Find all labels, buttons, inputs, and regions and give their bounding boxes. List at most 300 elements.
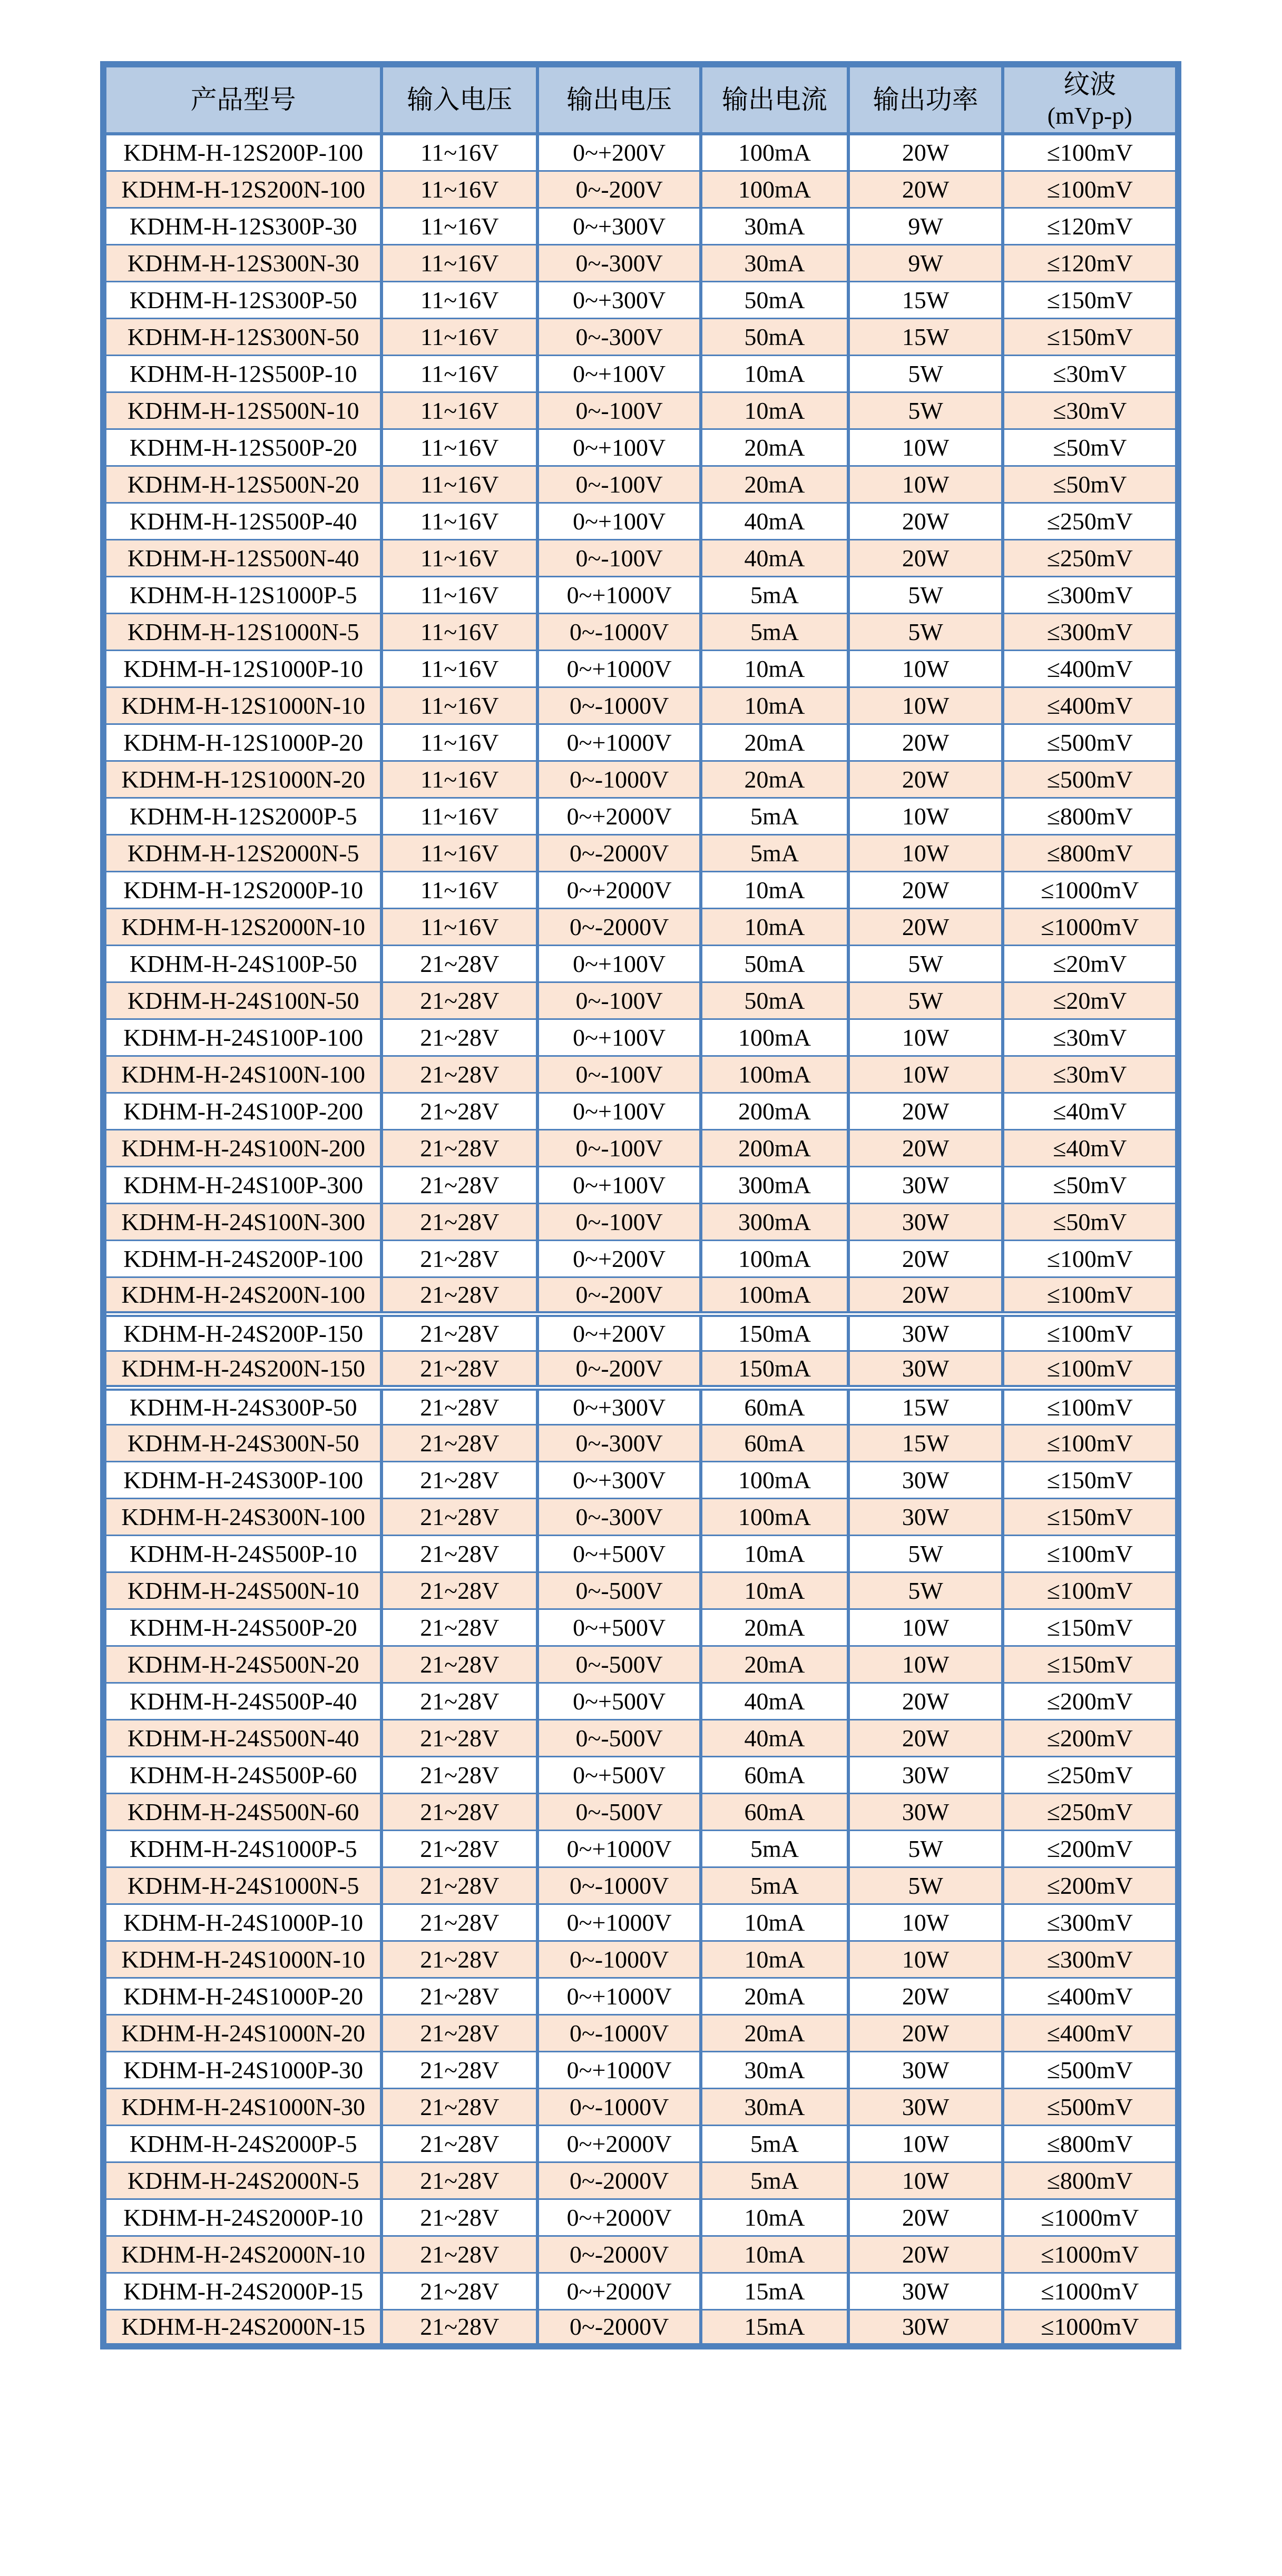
cell-input-voltage: 21~28V xyxy=(381,2125,537,2162)
cell-output-voltage: 0~-1000V xyxy=(537,613,701,650)
cell-output-power: 20W xyxy=(848,908,1003,945)
cell-output-power: 5W xyxy=(848,392,1003,429)
cell-ripple: ≤150mV xyxy=(1003,1609,1178,1646)
cell-output-current: 5mA xyxy=(701,798,848,834)
cell-input-voltage: 11~16V xyxy=(381,134,537,171)
cell-input-voltage: 21~28V xyxy=(381,1535,537,1572)
cell-output-power: 30W xyxy=(848,2273,1003,2309)
cell-output-voltage: 0~-100V xyxy=(537,466,701,503)
cell-model: KDHM-H-24S100N-200 xyxy=(103,1129,381,1166)
cell-ripple: ≤800mV xyxy=(1003,798,1178,834)
cell-output-current: 10mA xyxy=(701,2236,848,2273)
cell-model: KDHM-H-24S500P-40 xyxy=(103,1683,381,1719)
cell-model: KDHM-H-12S1000N-5 xyxy=(103,613,381,650)
cell-output-voltage: 0~-1000V xyxy=(537,761,701,798)
cell-output-power: 20W xyxy=(848,134,1003,171)
col-header-input-voltage: 输入电压 xyxy=(381,64,537,134)
cell-input-voltage: 11~16V xyxy=(381,724,537,761)
cell-input-voltage: 11~16V xyxy=(381,908,537,945)
cell-output-voltage: 0~+300V xyxy=(537,1461,701,1498)
table-row xyxy=(103,171,1178,208)
cell-ripple: ≤100mV xyxy=(1003,1277,1178,1314)
table-row xyxy=(103,1277,1178,1314)
cell-model: KDHM-H-12S500P-20 xyxy=(103,429,381,466)
cell-model: KDHM-H-24S100N-50 xyxy=(103,982,381,1019)
col-header-model: 产品型号 xyxy=(103,64,381,134)
table-row xyxy=(103,392,1178,429)
cell-input-voltage: 11~16V xyxy=(381,392,537,429)
table-row xyxy=(103,1793,1178,1830)
cell-input-voltage: 21~28V xyxy=(381,1129,537,1166)
cell-input-voltage: 21~28V xyxy=(381,1056,537,1093)
cell-output-power: 30W xyxy=(848,1166,1003,1203)
cell-model: KDHM-H-12S1000P-10 xyxy=(103,650,381,687)
cell-output-voltage: 0~+2000V xyxy=(537,2199,701,2236)
col-header-output-voltage: 输出电压 xyxy=(537,64,701,134)
cell-output-power: 30W xyxy=(848,1351,1003,1388)
cell-output-power: 20W xyxy=(848,1683,1003,1719)
cell-output-current: 20mA xyxy=(701,2014,848,2051)
col-header-ripple-unit: (mVp-p) xyxy=(1047,102,1132,129)
cell-ripple: ≤100mV xyxy=(1003,1240,1178,1277)
table-row xyxy=(103,1019,1178,1056)
cell-output-current: 30mA xyxy=(701,2051,848,2088)
cell-ripple: ≤100mV xyxy=(1003,1572,1178,1609)
cell-ripple: ≤150mV xyxy=(1003,1461,1178,1498)
cell-model: KDHM-H-24S2000P-10 xyxy=(103,2199,381,2236)
cell-output-power: 30W xyxy=(848,1461,1003,1498)
cell-output-voltage: 0~-2000V xyxy=(537,834,701,871)
cell-output-voltage: 0~+2000V xyxy=(537,2273,701,2309)
table-row xyxy=(103,1904,1178,1941)
table-row xyxy=(103,834,1178,871)
cell-output-current: 300mA xyxy=(701,1166,848,1203)
cell-input-voltage: 21~28V xyxy=(381,1093,537,1129)
cell-output-current: 50mA xyxy=(701,281,848,318)
cell-output-power: 9W xyxy=(848,208,1003,244)
cell-model: KDHM-H-24S100P-100 xyxy=(103,1019,381,1056)
cell-model: KDHM-H-24S100N-100 xyxy=(103,1056,381,1093)
cell-output-voltage: 0~+1000V xyxy=(537,1830,701,1867)
cell-input-voltage: 21~28V xyxy=(381,1240,537,1277)
cell-model: KDHM-H-24S500N-60 xyxy=(103,1793,381,1830)
table-row xyxy=(103,2309,1178,2346)
cell-model: KDHM-H-24S300P-100 xyxy=(103,1461,381,1498)
cell-input-voltage: 21~28V xyxy=(381,2051,537,2088)
cell-model: KDHM-H-24S200N-100 xyxy=(103,1277,381,1314)
table-row xyxy=(103,134,1178,171)
table-row xyxy=(103,2199,1178,2236)
cell-model: KDHM-H-12S1000P-5 xyxy=(103,576,381,613)
cell-ripple: ≤300mV xyxy=(1003,613,1178,650)
cell-output-current: 5mA xyxy=(701,2125,848,2162)
cell-output-power: 20W xyxy=(848,871,1003,908)
cell-output-voltage: 0~-100V xyxy=(537,1056,701,1093)
cell-output-voltage: 0~+100V xyxy=(537,1019,701,1056)
table-row xyxy=(103,355,1178,392)
table-row xyxy=(103,2051,1178,2088)
cell-input-voltage: 21~28V xyxy=(381,2309,537,2346)
cell-input-voltage: 21~28V xyxy=(381,1461,537,1498)
cell-output-current: 50mA xyxy=(701,945,848,982)
cell-output-current: 10mA xyxy=(701,871,848,908)
cell-output-current: 20mA xyxy=(701,724,848,761)
table-row xyxy=(103,1240,1178,1277)
cell-ripple: ≤400mV xyxy=(1003,2014,1178,2051)
cell-input-voltage: 21~28V xyxy=(381,1277,537,1314)
cell-output-power: 10W xyxy=(848,429,1003,466)
cell-ripple: ≤150mV xyxy=(1003,281,1178,318)
cell-ripple: ≤100mV xyxy=(1003,1535,1178,1572)
cell-ripple: ≤250mV xyxy=(1003,539,1178,576)
cell-output-current: 60mA xyxy=(701,1424,848,1461)
cell-output-current: 10mA xyxy=(701,1535,848,1572)
cell-ripple: ≤100mV xyxy=(1003,1388,1178,1424)
cell-output-voltage: 0~-2000V xyxy=(537,908,701,945)
cell-output-voltage: 0~+1000V xyxy=(537,650,701,687)
cell-input-voltage: 11~16V xyxy=(381,871,537,908)
cell-output-voltage: 0~+1000V xyxy=(537,1904,701,1941)
table-row xyxy=(103,1535,1178,1572)
cell-output-power: 10W xyxy=(848,1609,1003,1646)
cell-output-current: 300mA xyxy=(701,1203,848,1240)
cell-output-voltage: 0~+1000V xyxy=(537,1978,701,2014)
cell-ripple: ≤200mV xyxy=(1003,1719,1178,1756)
cell-model: KDHM-H-24S300N-100 xyxy=(103,1498,381,1535)
cell-ripple: ≤500mV xyxy=(1003,761,1178,798)
cell-output-power: 20W xyxy=(848,1277,1003,1314)
cell-input-voltage: 21~28V xyxy=(381,1719,537,1756)
cell-output-power: 20W xyxy=(848,724,1003,761)
cell-input-voltage: 21~28V xyxy=(381,1314,537,1351)
cell-ripple: ≤30mV xyxy=(1003,1056,1178,1093)
cell-ripple: ≤800mV xyxy=(1003,834,1178,871)
cell-model: KDHM-H-24S1000P-30 xyxy=(103,2051,381,2088)
cell-output-power: 20W xyxy=(848,2014,1003,2051)
cell-model: KDHM-H-24S100N-300 xyxy=(103,1203,381,1240)
cell-model: KDHM-H-24S1000N-30 xyxy=(103,2088,381,2125)
cell-output-power: 10W xyxy=(848,1646,1003,1683)
cell-model: KDHM-H-24S100P-300 xyxy=(103,1166,381,1203)
cell-input-voltage: 11~16V xyxy=(381,318,537,355)
cell-output-power: 10W xyxy=(848,466,1003,503)
cell-ripple: ≤150mV xyxy=(1003,1498,1178,1535)
cell-input-voltage: 21~28V xyxy=(381,2162,537,2199)
cell-ripple: ≤1000mV xyxy=(1003,908,1178,945)
cell-model: KDHM-H-12S300N-50 xyxy=(103,318,381,355)
cell-output-current: 100mA xyxy=(701,1277,848,1314)
cell-input-voltage: 21~28V xyxy=(381,1978,537,2014)
cell-output-power: 30W xyxy=(848,1793,1003,1830)
cell-input-voltage: 21~28V xyxy=(381,1609,537,1646)
cell-input-voltage: 21~28V xyxy=(381,2088,537,2125)
table-row xyxy=(103,1093,1178,1129)
cell-output-current: 60mA xyxy=(701,1793,848,1830)
cell-output-current: 10mA xyxy=(701,392,848,429)
table-row xyxy=(103,724,1178,761)
table-row xyxy=(103,1572,1178,1609)
cell-output-power: 5W xyxy=(848,613,1003,650)
cell-input-voltage: 11~16V xyxy=(381,244,537,281)
cell-ripple: ≤50mV xyxy=(1003,466,1178,503)
cell-output-power: 15W xyxy=(848,318,1003,355)
cell-output-power: 30W xyxy=(848,2309,1003,2346)
cell-input-voltage: 11~16V xyxy=(381,466,537,503)
cell-output-power: 30W xyxy=(848,1203,1003,1240)
cell-output-voltage: 0~+300V xyxy=(537,281,701,318)
cell-model: KDHM-H-24S500N-40 xyxy=(103,1719,381,1756)
cell-input-voltage: 21~28V xyxy=(381,1166,537,1203)
cell-model: KDHM-H-24S1000P-5 xyxy=(103,1830,381,1867)
cell-model: KDHM-H-24S1000N-5 xyxy=(103,1867,381,1904)
cell-model: KDHM-H-24S1000N-20 xyxy=(103,2014,381,2051)
cell-output-current: 30mA xyxy=(701,208,848,244)
cell-output-current: 50mA xyxy=(701,982,848,1019)
cell-output-voltage: 0~+500V xyxy=(537,1609,701,1646)
cell-output-current: 200mA xyxy=(701,1129,848,1166)
cell-output-current: 100mA xyxy=(701,1498,848,1535)
cell-output-current: 100mA xyxy=(701,1019,848,1056)
cell-output-voltage: 0~-500V xyxy=(537,1646,701,1683)
cell-output-voltage: 0~+200V xyxy=(537,1314,701,1351)
cell-model: KDHM-H-24S2000P-15 xyxy=(103,2273,381,2309)
table-body xyxy=(103,134,1178,2346)
cell-output-current: 10mA xyxy=(701,908,848,945)
spec-sheet-page xyxy=(100,61,1181,2349)
table-row xyxy=(103,1978,1178,2014)
cell-output-voltage: 0~-300V xyxy=(537,1498,701,1535)
cell-output-power: 20W xyxy=(848,503,1003,539)
table-row xyxy=(103,244,1178,281)
cell-output-voltage: 0~+2000V xyxy=(537,2125,701,2162)
cell-output-power: 20W xyxy=(848,761,1003,798)
cell-output-power: 5W xyxy=(848,982,1003,1019)
cell-output-voltage: 0~+500V xyxy=(537,1756,701,1793)
cell-ripple: ≤150mV xyxy=(1003,318,1178,355)
cell-ripple: ≤800mV xyxy=(1003,2125,1178,2162)
cell-model: KDHM-H-24S500N-10 xyxy=(103,1572,381,1609)
header-row xyxy=(103,64,1178,134)
cell-output-voltage: 0~+2000V xyxy=(537,798,701,834)
cell-ripple: ≤40mV xyxy=(1003,1129,1178,1166)
cell-ripple: ≤250mV xyxy=(1003,1756,1178,1793)
table-row xyxy=(103,318,1178,355)
cell-model: KDHM-H-24S1000P-10 xyxy=(103,1904,381,1941)
cell-model: KDHM-H-12S200N-100 xyxy=(103,171,381,208)
cell-output-voltage: 0~-500V xyxy=(537,1719,701,1756)
table-row xyxy=(103,1388,1178,1424)
cell-output-current: 10mA xyxy=(701,1904,848,1941)
table-row xyxy=(103,1129,1178,1166)
cell-ripple: ≤120mV xyxy=(1003,208,1178,244)
cell-ripple: ≤100mV xyxy=(1003,1351,1178,1388)
cell-model: KDHM-H-24S500N-20 xyxy=(103,1646,381,1683)
cell-output-current: 100mA xyxy=(701,134,848,171)
cell-output-voltage: 0~-300V xyxy=(537,1424,701,1461)
cell-output-current: 60mA xyxy=(701,1756,848,1793)
cell-output-current: 5mA xyxy=(701,1830,848,1867)
cell-output-current: 150mA xyxy=(701,1314,848,1351)
cell-model: KDHM-H-24S500P-60 xyxy=(103,1756,381,1793)
cell-input-voltage: 11~16V xyxy=(381,355,537,392)
cell-ripple: ≤500mV xyxy=(1003,724,1178,761)
cell-output-power: 10W xyxy=(848,1904,1003,1941)
cell-output-power: 5W xyxy=(848,1830,1003,1867)
cell-model: KDHM-H-12S2000P-5 xyxy=(103,798,381,834)
cell-model: KDHM-H-12S500N-20 xyxy=(103,466,381,503)
cell-output-voltage: 0~+1000V xyxy=(537,724,701,761)
cell-input-voltage: 21~28V xyxy=(381,2236,537,2273)
cell-model: KDHM-H-24S500P-20 xyxy=(103,1609,381,1646)
cell-model: KDHM-H-12S300P-50 xyxy=(103,281,381,318)
cell-output-voltage: 0~+100V xyxy=(537,355,701,392)
cell-model: KDHM-H-12S200P-100 xyxy=(103,134,381,171)
col-header-ripple xyxy=(1003,64,1178,134)
cell-model: KDHM-H-24S200N-150 xyxy=(103,1351,381,1388)
cell-output-current: 30mA xyxy=(701,2088,848,2125)
cell-ripple: ≤500mV xyxy=(1003,2051,1178,2088)
cell-output-current: 20mA xyxy=(701,761,848,798)
cell-input-voltage: 11~16V xyxy=(381,687,537,724)
table-row xyxy=(103,982,1178,1019)
cell-output-voltage: 0~+1000V xyxy=(537,2051,701,2088)
cell-output-current: 100mA xyxy=(701,1056,848,1093)
table-row xyxy=(103,576,1178,613)
cell-model: KDHM-H-24S1000N-10 xyxy=(103,1941,381,1978)
cell-model: KDHM-H-24S500P-10 xyxy=(103,1535,381,1572)
cell-ripple: ≤300mV xyxy=(1003,1941,1178,1978)
cell-output-current: 10mA xyxy=(701,2199,848,2236)
cell-output-voltage: 0~-200V xyxy=(537,1351,701,1388)
cell-ripple: ≤200mV xyxy=(1003,1867,1178,1904)
cell-input-voltage: 11~16V xyxy=(381,539,537,576)
cell-input-voltage: 21~28V xyxy=(381,1904,537,1941)
cell-input-voltage: 11~16V xyxy=(381,281,537,318)
cell-model: KDHM-H-24S200P-150 xyxy=(103,1314,381,1351)
cell-output-power: 20W xyxy=(848,1129,1003,1166)
cell-input-voltage: 21~28V xyxy=(381,2014,537,2051)
cell-model: KDHM-H-12S300N-30 xyxy=(103,244,381,281)
cell-output-voltage: 0~+500V xyxy=(537,1683,701,1719)
cell-output-current: 10mA xyxy=(701,1941,848,1978)
table-row xyxy=(103,2236,1178,2273)
cell-input-voltage: 21~28V xyxy=(381,945,537,982)
cell-output-power: 10W xyxy=(848,687,1003,724)
cell-output-current: 60mA xyxy=(701,1388,848,1424)
cell-output-power: 20W xyxy=(848,171,1003,208)
cell-model: KDHM-H-24S300P-50 xyxy=(103,1388,381,1424)
cell-output-voltage: 0~-2000V xyxy=(537,2309,701,2346)
cell-output-voltage: 0~+100V xyxy=(537,429,701,466)
cell-output-current: 40mA xyxy=(701,503,848,539)
cell-output-power: 20W xyxy=(848,2236,1003,2273)
cell-input-voltage: 11~16V xyxy=(381,208,537,244)
cell-ripple: ≤30mV xyxy=(1003,1019,1178,1056)
cell-input-voltage: 11~16V xyxy=(381,761,537,798)
cell-ripple: ≤250mV xyxy=(1003,1793,1178,1830)
cell-output-voltage: 0~-200V xyxy=(537,1277,701,1314)
cell-ripple: ≤100mV xyxy=(1003,1314,1178,1351)
cell-output-power: 10W xyxy=(848,1056,1003,1093)
cell-ripple: ≤20mV xyxy=(1003,945,1178,982)
cell-input-voltage: 21~28V xyxy=(381,1388,537,1424)
cell-output-power: 10W xyxy=(848,650,1003,687)
table-row xyxy=(103,1203,1178,1240)
cell-output-power: 30W xyxy=(848,2088,1003,2125)
cell-output-voltage: 0~-100V xyxy=(537,1129,701,1166)
cell-model: KDHM-H-12S500P-40 xyxy=(103,503,381,539)
cell-input-voltage: 21~28V xyxy=(381,1830,537,1867)
cell-output-power: 20W xyxy=(848,2199,1003,2236)
cell-input-voltage: 21~28V xyxy=(381,2273,537,2309)
cell-model: KDHM-H-12S500N-10 xyxy=(103,392,381,429)
cell-output-current: 100mA xyxy=(701,1461,848,1498)
cell-ripple: ≤400mV xyxy=(1003,650,1178,687)
cell-output-voltage: 0~-1000V xyxy=(537,2088,701,2125)
table-row xyxy=(103,613,1178,650)
table-row xyxy=(103,1498,1178,1535)
cell-model: KDHM-H-24S2000N-10 xyxy=(103,2236,381,2273)
cell-output-power: 30W xyxy=(848,2051,1003,2088)
cell-output-power: 20W xyxy=(848,1719,1003,1756)
table-row xyxy=(103,1867,1178,1904)
cell-input-voltage: 21~28V xyxy=(381,1941,537,1978)
table-row xyxy=(103,1830,1178,1867)
cell-output-power: 10W xyxy=(848,1019,1003,1056)
table-row xyxy=(103,1461,1178,1498)
cell-output-voltage: 0~-200V xyxy=(537,171,701,208)
cell-output-voltage: 0~-100V xyxy=(537,982,701,1019)
table-row xyxy=(103,1609,1178,1646)
cell-model: KDHM-H-12S1000N-20 xyxy=(103,761,381,798)
cell-output-voltage: 0~+300V xyxy=(537,208,701,244)
table-row xyxy=(103,1719,1178,1756)
cell-output-current: 15mA xyxy=(701,2309,848,2346)
cell-output-current: 10mA xyxy=(701,687,848,724)
table-row xyxy=(103,539,1178,576)
cell-ripple: ≤250mV xyxy=(1003,503,1178,539)
cell-ripple: ≤30mV xyxy=(1003,392,1178,429)
cell-ripple: ≤1000mV xyxy=(1003,2236,1178,2273)
cell-model: KDHM-H-12S1000P-20 xyxy=(103,724,381,761)
col-header-output-power: 输出功率 xyxy=(848,64,1003,134)
product-spec-table xyxy=(100,61,1181,2349)
cell-ripple: ≤50mV xyxy=(1003,1166,1178,1203)
col-header-output-current: 输出电流 xyxy=(701,64,848,134)
cell-output-current: 40mA xyxy=(701,1683,848,1719)
cell-input-voltage: 11~16V xyxy=(381,503,537,539)
table-row xyxy=(103,1166,1178,1203)
cell-output-voltage: 0~+100V xyxy=(537,503,701,539)
cell-input-voltage: 11~16V xyxy=(381,429,537,466)
cell-output-voltage: 0~+300V xyxy=(537,1388,701,1424)
cell-output-voltage: 0~+500V xyxy=(537,1535,701,1572)
cell-input-voltage: 21~28V xyxy=(381,1867,537,1904)
cell-model: KDHM-H-12S2000P-10 xyxy=(103,871,381,908)
cell-model: KDHM-H-12S2000N-5 xyxy=(103,834,381,871)
cell-input-voltage: 11~16V xyxy=(381,171,537,208)
cell-output-current: 100mA xyxy=(701,1240,848,1277)
cell-output-current: 100mA xyxy=(701,171,848,208)
table-row xyxy=(103,1351,1178,1388)
cell-output-power: 10W xyxy=(848,798,1003,834)
cell-input-voltage: 21~28V xyxy=(381,1646,537,1683)
cell-input-voltage: 21~28V xyxy=(381,2199,537,2236)
cell-output-power: 15W xyxy=(848,1424,1003,1461)
cell-output-power: 15W xyxy=(848,1388,1003,1424)
cell-output-voltage: 0~+1000V xyxy=(537,576,701,613)
cell-output-power: 15W xyxy=(848,281,1003,318)
